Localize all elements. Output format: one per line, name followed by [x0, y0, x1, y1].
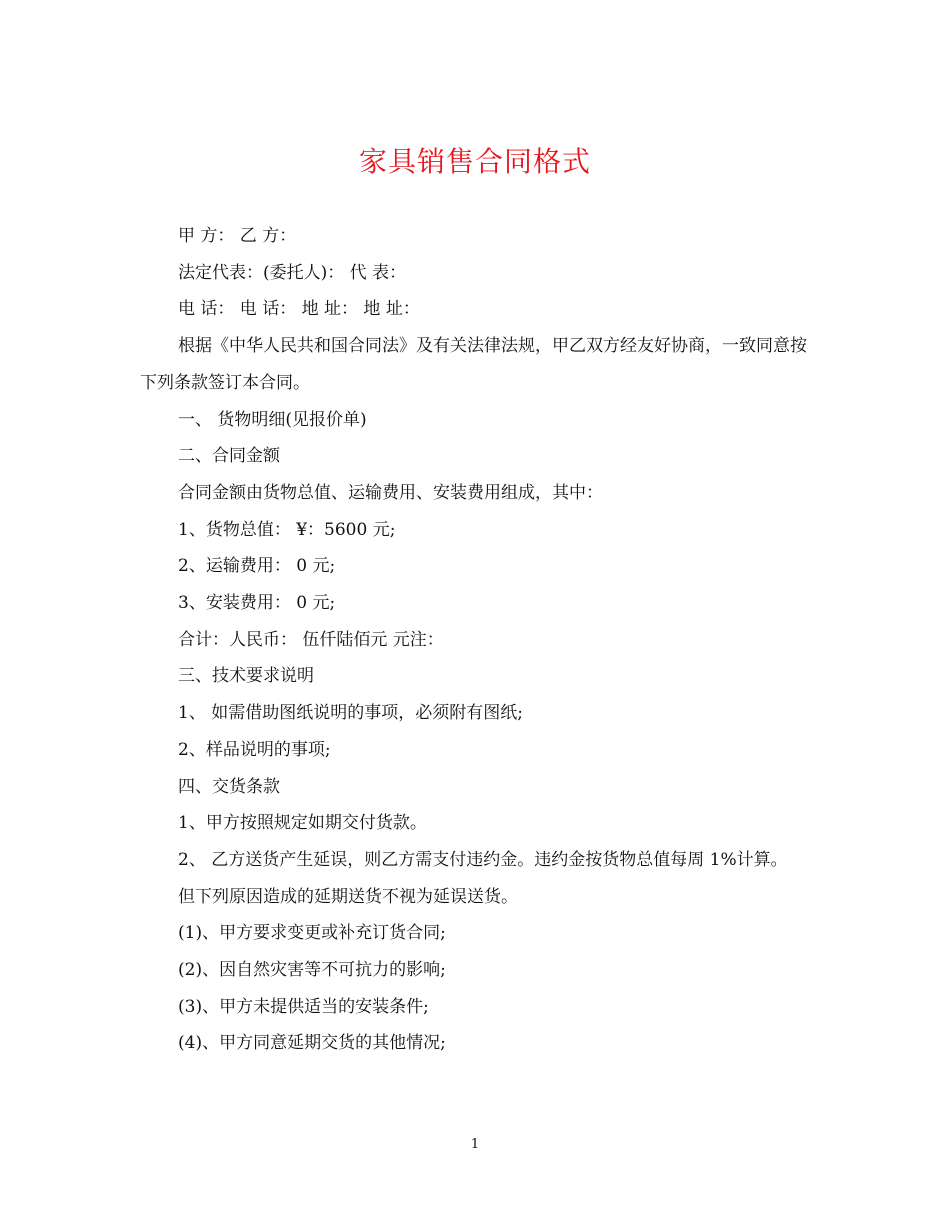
- party-line: 甲 方： 乙 方：: [178, 226, 297, 246]
- clause-item: (4)、甲方同意延期交货的其他情况;: [178, 1033, 446, 1054]
- clause-item: (1)、甲方要求变更或补充订货合同;: [178, 923, 446, 944]
- section-heading: 二、合同金额: [178, 446, 280, 467]
- clause-item: 2、运输费用： 0 元;: [178, 556, 336, 577]
- section-heading: 四、交货条款: [178, 776, 280, 797]
- total-line: 合计：人民币： 伍仟陆佰元 元注：: [178, 629, 444, 650]
- clause-item: 2、样品说明的事项;: [178, 739, 331, 760]
- preamble-paragraph: 根据《中华人民共和国合同法》及有关法律法规，甲乙双方经友好协商，一致同意按下列条款签订本合同。: [140, 336, 807, 393]
- page-number: 1: [470, 1137, 480, 1152]
- clause-paragraph: 但下列原因造成的延期送货不视为延误送货。: [178, 886, 518, 907]
- document-title: 家具销售合同格式: [358, 145, 591, 178]
- section-heading: 一、 货物明细(见报价单): [178, 409, 367, 430]
- clause-item: 2、 乙方送货产生延误，则乙方需支付违约金。违约金按货物总值每周 1%计算。: [178, 849, 788, 870]
- section-heading: 三、技术要求说明: [178, 666, 314, 687]
- clause-item: (3)、甲方未提供适当的安装条件;: [178, 996, 429, 1017]
- clause-item: 3、安装费用： 0 元;: [178, 593, 336, 614]
- clause-item: (2)、因自然灾害等不可抗力的影响;: [178, 960, 446, 981]
- representative-line: 法定代表：(委托人)： 代 表：: [178, 262, 407, 283]
- clause-item: 1、 如需借助图纸说明的事项，必须附有图纸;: [178, 703, 523, 724]
- clause-item: 1、货物总值： ¥：5600 元;: [178, 519, 396, 540]
- clause-paragraph: 合同金额由货物总值、运输费用、安装费用组成，其中：: [178, 482, 603, 503]
- document-body: [140, 218, 815, 1062]
- contact-line: 电 话： 电 话： 地 址： 地 址：: [178, 299, 420, 320]
- clause-item: 1、甲方按照规定如期交付货款。: [178, 813, 427, 834]
